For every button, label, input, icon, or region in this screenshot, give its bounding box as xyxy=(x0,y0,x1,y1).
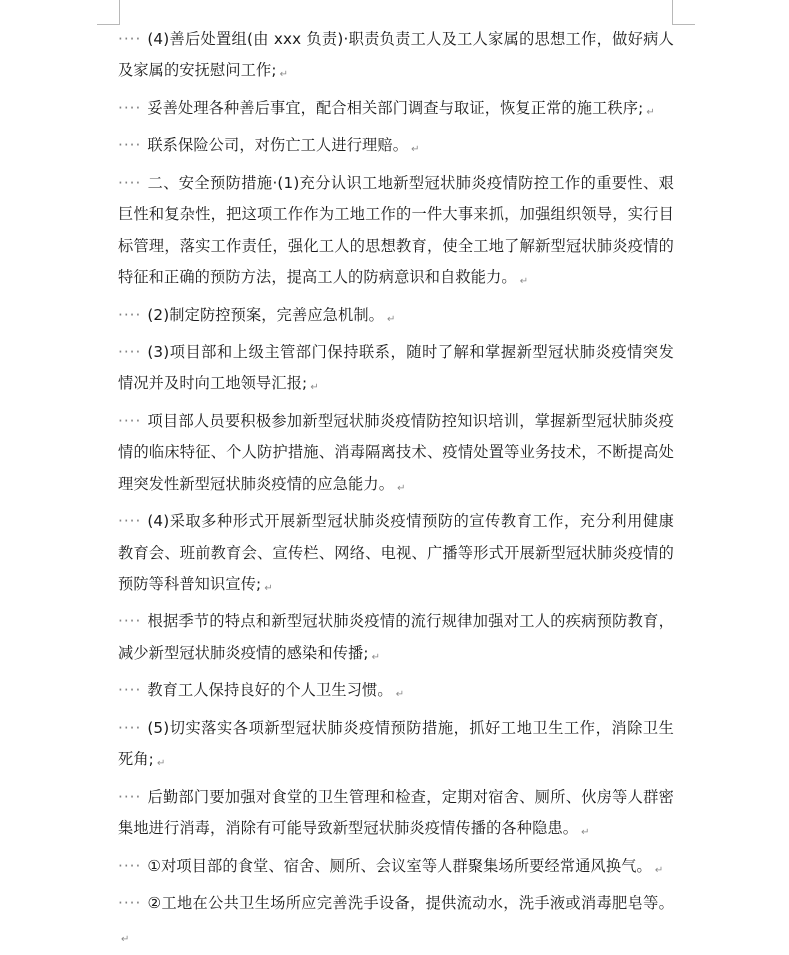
paragraph-mark-icon: ↵ xyxy=(646,106,655,118)
paragraph-mark-icon: ↵ xyxy=(156,758,166,770)
paragraph-mark-icon: ↵ xyxy=(581,827,590,839)
paragraph-mark-icon: ↵ xyxy=(264,582,273,594)
paragraph[interactable] xyxy=(118,93,674,128)
paragraph-mark-icon: ↵ xyxy=(411,144,420,156)
paragraph-mark-icon: ↵ xyxy=(310,382,319,394)
paragraph-text: 后勤部门要加强对食堂的卫生管理和检查，定期对宿舍、厕所、伙房等人群密集地进行消毒，消除有可能导致新型冠状肺炎疫情传播的各种隐患。 xyxy=(118,787,674,838)
paragraph-text: ②工地在公共卫生场所应完善洗手设备，提供流动水，洗手液或消毒肥皂等。 xyxy=(147,894,674,913)
paragraph-text: 教育工人保持良好的个人卫生习惯。 xyxy=(147,681,393,700)
paragraph[interactable] xyxy=(118,888,674,955)
indent-marker: ···· xyxy=(118,174,142,193)
paragraph[interactable] xyxy=(118,506,674,604)
paragraph[interactable] xyxy=(118,713,674,780)
paragraph-mark-icon: ↵ xyxy=(395,689,405,701)
paragraph-mark-icon: ↵ xyxy=(371,651,381,663)
paragraph-text: (2)制定防控预案，完善应急机制。 xyxy=(147,305,385,324)
paragraph-text: 二、安全预防措施·(1)充分认识工地新型冠状肺炎疫情防控工作的重要性、艰巨性和复杂性，把这项工作作为工地工作的一件大事来抓，加强组织领导，实行目标管理，落实工作责任，强化工人的思想教育，使全工地了解新型冠状肺炎疫情的特征和正确的预防方法，提高工人的防病意识和自救能力。 xyxy=(118,174,674,286)
paragraph[interactable] xyxy=(118,168,674,297)
paragraph[interactable] xyxy=(118,406,674,504)
paragraph[interactable] xyxy=(118,606,674,673)
indent-marker: ···· xyxy=(118,787,142,806)
paragraph-mark-icon: ↵ xyxy=(519,275,529,287)
indent-marker: ···· xyxy=(118,894,142,913)
indent-marker: ···· xyxy=(118,305,142,324)
paragraph[interactable] xyxy=(118,130,674,165)
indent-marker: ···· xyxy=(118,30,142,48)
paragraph-mark-icon: ↵ xyxy=(654,864,664,876)
indent-marker: ···· xyxy=(118,856,142,875)
margin-corner-mark-right xyxy=(672,0,695,25)
paragraph-text: (3)项目部和上级主管部门保持联系，随时了解和掌握新型冠状肺炎疫情突发情况并及时向工地领导汇报; xyxy=(118,343,674,393)
document-body[interactable] xyxy=(118,24,674,955)
indent-marker: ···· xyxy=(118,412,142,431)
paragraph[interactable] xyxy=(118,24,674,91)
paragraph-text: 根据季节的特点和新型冠状肺炎疫情的流行规律加强对工人的疾病预防教育，减少新型冠状肺炎疫情的感染和传播; xyxy=(118,612,674,662)
paragraph-text: 妥善处理各种善后事宜，配合相关部门调查与取证，恢复正常的施工秩序; xyxy=(147,98,644,117)
indent-marker: ···· xyxy=(118,343,142,362)
indent-marker: ···· xyxy=(118,136,142,155)
paragraph-text: (4)善后处置组(由 xxx 负责)·职责负责工人及工人家属的思想工作，做好病人及家属的安抚慰问工作; xyxy=(118,30,674,80)
indent-marker: ···· xyxy=(118,612,142,631)
paragraph-text: (5)切实落实各项新型冠状肺炎疫情预防措施，抓好工地卫生工作，消除卫生死角; xyxy=(118,718,674,769)
paragraph-mark-icon: ↵ xyxy=(121,933,130,945)
paragraph-text: 项目部人员要积极参加新型冠状肺炎疫情防控知识培训，掌握新型冠状肺炎疫情的临床特征、个人防护措施、消毒隔离技术、疫情处置等业务技术，不断提高处理突发性新型冠状肺炎疫情的应急能力。 xyxy=(118,412,674,493)
indent-marker: ···· xyxy=(118,512,142,531)
paragraph-mark-icon: ↵ xyxy=(387,313,396,325)
paragraph[interactable] xyxy=(118,675,674,710)
paragraph-text: 联系保险公司，对伤亡工人进行理赔。 xyxy=(147,136,409,155)
indent-marker: ···· xyxy=(118,681,142,700)
margin-corner-mark-left xyxy=(97,0,120,25)
paragraph[interactable] xyxy=(118,851,674,886)
paragraph[interactable] xyxy=(118,300,674,335)
paragraph[interactable] xyxy=(118,337,674,404)
paragraph-text: ①对项目部的食堂、宿舍、厕所、会议室等人群聚集场所要经常通风换气。 xyxy=(147,856,652,875)
paragraph-mark-icon: ↵ xyxy=(397,482,406,494)
paragraph-mark-icon: ↵ xyxy=(279,69,289,81)
indent-marker: ···· xyxy=(118,98,142,117)
paragraph-text: (4)采取多种形式开展新型冠状肺炎疫情预防的宣传教育工作，充分利用健康教育会、班前教育会、宣传栏、网络、电视、广播等形式开展新型冠状肺炎疫情的预防等科普知识宣传; xyxy=(118,512,674,593)
paragraph[interactable] xyxy=(118,782,674,849)
indent-marker: ···· xyxy=(118,718,142,737)
